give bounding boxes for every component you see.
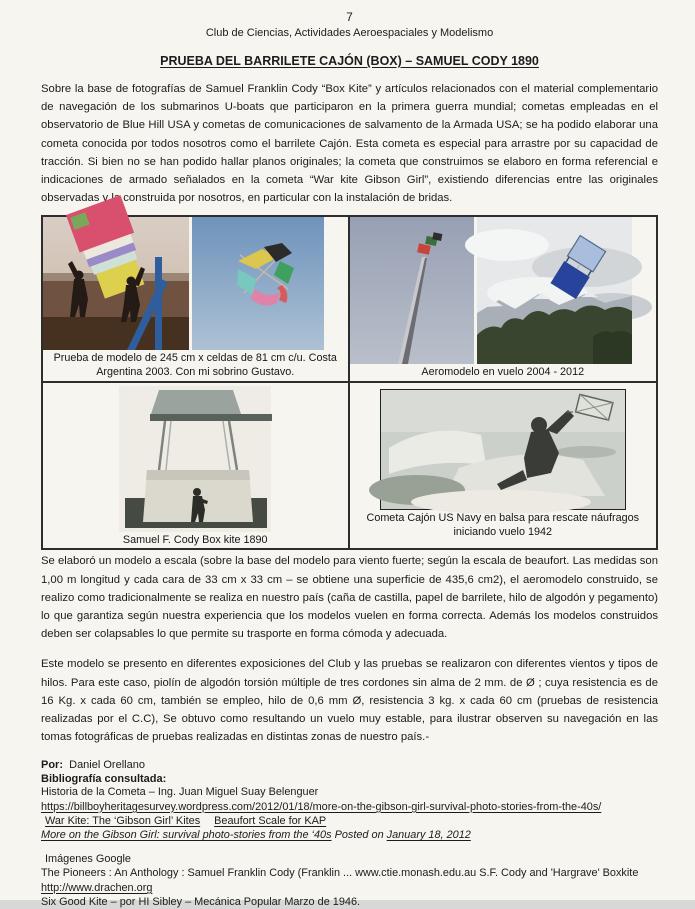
more-on-gibson-girl-link[interactable]: More on the Gibson Girl: survival photo-stories from the ‘40s (41, 829, 332, 842)
bib-item-images-google: Imágenes Google (45, 853, 131, 866)
posted-date-link[interactable]: January 18, 2012 (386, 829, 471, 842)
author-name: Daniel Orellano (69, 759, 145, 772)
caption-cody: Samuel F. Cody Box kite 1890 (122, 534, 268, 547)
pole-kite-photo (350, 217, 474, 364)
bib-item-six-good-kite: Six Good Kite – por HI Sibley – Mecánica Popular Marzo de 1946. (41, 895, 361, 908)
bib-item-drachen (41, 881, 658, 895)
photo-cell-navy-raft (350, 383, 657, 548)
photo-table (41, 215, 658, 550)
model-paragraph: Se elaboró un modelo a escala (sobre la base del modelo para viento fuerte; según la escala de beaufort. Las medidas son 1,00 m longitud y cada cara de 33 cm x 33 cm – se obtiene una superficie de 435,6 cm2), el aeromodelo construido, se realizo como tradicionalmente se realiza en nuestro país (caña de castilla, papel de barrilete, hilo de algodón y pegamento) lo que garantiza según nuestra experiencia que los modelos vuelen en forma correcta. Además los modelos construidos deben ser colapsables lo que permite su trasporte en forma cómoda y adecuada. (41, 555, 658, 641)
blue-box-kite-photo (477, 217, 632, 364)
intro-paragraph: Sobre la base de fotografías de Samuel Franklin Cody “Box Kite” y artículos relacionados con el material complementario de navegación de los submarinos U-boats que participaron en la primera guerra mundial; cometas empleadas en el observatorio de Blue Hill USA y cometas de comunicaciones de salvamento de la Armada USA; se ha podido elaborar una cometa conocida por todos nosotros como el barrilete Cajón. Esta cometa es especial para arrastre por su capacidad de tracción. Si bien no se han podido hallar planos originales; la cometa que construimos se elaboro en forma referencial e indicaciones de armado señalados en la cometa “War kite Gibson Girl”, existiendo diferencias entre las originales observadas y la construida por nosotros, en particular con la instalación de bridas. (41, 83, 658, 205)
photo-cell-aeromodelo (350, 217, 657, 383)
bib-item-warkite-beaufort (41, 814, 658, 828)
photo-pair (43, 217, 348, 350)
bibliography-heading: Bibliografía consultada: (41, 773, 167, 786)
war-kite-link[interactable]: War Kite: The ‘Gibson Girl’ Kites (45, 814, 201, 827)
page-number: 7 (346, 10, 353, 24)
flying-box-kite-photo (192, 217, 324, 350)
navy-raft-photo (380, 389, 626, 510)
photo-cell-beach-test (43, 217, 350, 383)
beach-kite-test-photo (43, 217, 189, 350)
photo-pair (350, 217, 657, 364)
posted-on-text: Posted on (334, 829, 384, 842)
beaufort-link[interactable]: Beaufort Scale for KAP (214, 814, 327, 827)
photo-cell-cody (43, 383, 350, 548)
cody-boxkite-photo (119, 386, 271, 532)
bib-item-more-on (41, 828, 658, 842)
organization-name: Club de Ciencias, Actividades Aeroespaciales y Modelismo (205, 27, 494, 39)
author-byline (41, 759, 658, 771)
page-title: PRUEBA DEL BARRILETE CAJÓN (BOX) – SAMUEL CODY 1890 (160, 54, 539, 68)
caption-beach-test: Prueba de modelo de 245 cm x celdas de 81 cm c/u. Costa Argentina 2003. Con mi sobrino Gustavo. (53, 352, 337, 378)
caption-aeromodelo: Aeromodelo en vuelo 2004 - 2012 (421, 366, 585, 379)
by-label: Por: (41, 759, 63, 772)
wordpress-link[interactable]: https://billboyheritagesurvey.wordpress.com/2012/01/18/more-on-the-gibson-girl-survival-photo-stories-from-the-40s/ (41, 800, 602, 813)
tests-paragraph: Este modelo se presento en diferentes exposiciones del Club y las pruebas se realizaron con diferentes vientos y tipos de hilos. Para este caso, piolín de algodón torsión múltiple de tres cordones sin alma de 2 mm. de Ø ; cuya resistencia es de 16 Kg. x cada 60 cm, también se empleo, hilo de 0,6 mm Ø, resistencia 3 kg. x cada 60 cm (pruebas de resistencia realizadas por el C.C), Se obtuvo como resultando un vuelo muy estable, para ilustrar observen su navegación en las tomas fotográficas de pruebas realizadas en distintas zonas de nuestro país.- (41, 658, 658, 744)
caption-navy-raft: Cometa Cajón US Navy en balsa para rescate náufragos iniciando vuelo 1942 (366, 512, 639, 538)
bib-item-wordpress (41, 800, 658, 814)
bib-item-historia: Historia de la Cometa – Ing. Juan Miguel Suay Belenguer (41, 786, 319, 799)
drachen-link[interactable]: http://www.drachen.org (41, 881, 153, 894)
bib-item-pioneers: The Pioneers : An Anthology : Samuel Franklin Cody (Franklin ... www.ctie.monash.edu.au S.F. Cody and 'Hargrave' Boxkite (41, 867, 639, 880)
